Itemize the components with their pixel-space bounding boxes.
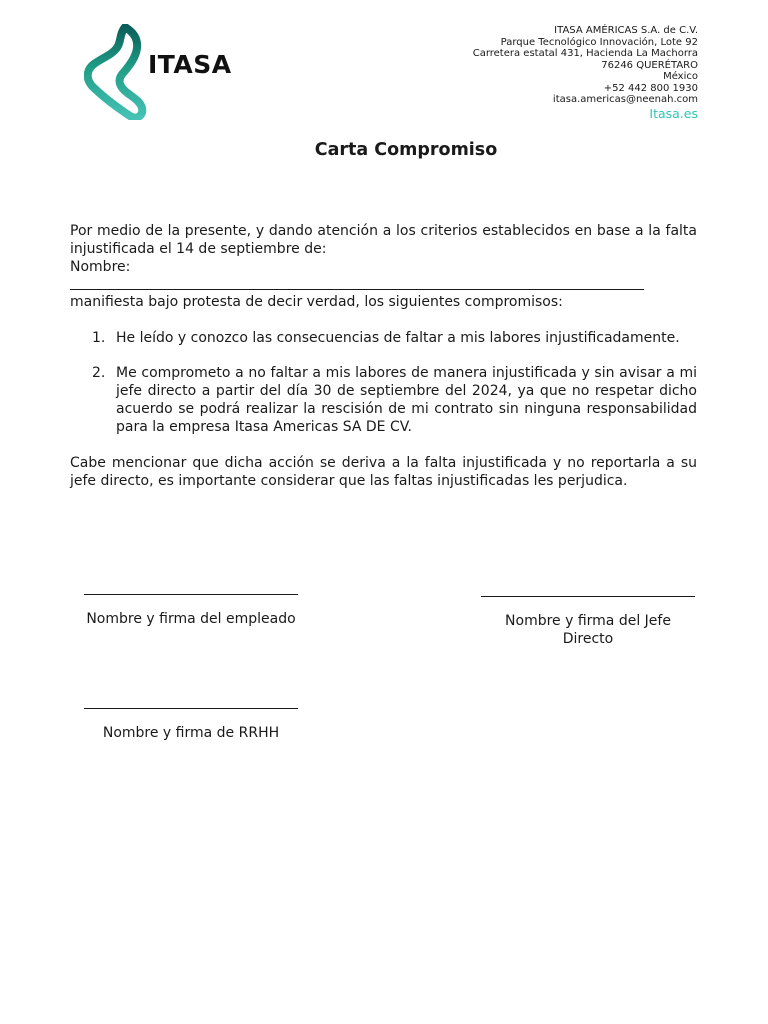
signature-line	[84, 594, 298, 595]
hr-signature-block	[84, 708, 298, 742]
signature-line	[84, 708, 298, 709]
name-blank-line	[70, 289, 644, 290]
list-item-number: 1.	[92, 330, 106, 346]
company-email: itasa.americas@neenah.com	[552, 94, 698, 105]
company-address-line-3: 76246 QUERÉTARO	[601, 59, 698, 71]
company-address-line-1: Parque Tecnológico Innovación, Lote 92	[500, 36, 698, 48]
list-item	[70, 364, 697, 436]
signature-line	[481, 596, 695, 597]
intro-paragraph	[70, 222, 697, 276]
logo-wordmark: ITASA	[148, 50, 232, 79]
document-title: Carta Compromiso	[314, 140, 498, 160]
employee-signature-block	[84, 594, 298, 628]
company-address-line-2: Carretera estatal 431, Hacienda La Machorra	[472, 48, 698, 59]
name-label: Nombre:	[70, 259, 131, 275]
supervisor-signature-label-line-1: Nombre y firma del Jefe	[505, 613, 671, 629]
list-item-number: 2.	[92, 365, 106, 381]
list-item-text: Me comprometo a no faltar a mis labores de manera injustificada y sin avisar a mi jefe directo a partir del día 30 de septiembre del 2024, ya que no respetar dicho acuerdo se podrá realizar la rescisión de mi contrato sin ninguna responsabilidad para la empresa Itasa Americas SA DE CV.	[116, 365, 697, 435]
supervisor-signature-block	[481, 596, 695, 648]
declaration-text: manifiesta bajo protesta de decir verdad, los siguientes compromisos:	[70, 294, 563, 310]
list-item-text: He leído y conozco las consecuencias de faltar a mis labores injustificadamente.	[116, 330, 680, 346]
hr-signature-label: Nombre y firma de RRHH	[102, 725, 280, 741]
company-phone: +52 442 800 1930	[603, 82, 698, 94]
intro-text: Por medio de la presente, y dando atención a los criterios establecidos en base a la falta injustificada el 14 de septiembre de:	[70, 223, 697, 257]
company-country: México	[663, 71, 698, 82]
employee-signature-label: Nombre y firma del empleado	[86, 611, 296, 627]
list-item	[70, 329, 697, 347]
commitments-list	[70, 329, 697, 453]
company-contact-block	[473, 25, 698, 121]
company-name: ITASA AMÉRICAS S.A. de C.V.	[554, 25, 698, 36]
closing-paragraph: Cabe mencionar que dicha acción se deriva a la falta injustificada y no reportarla a su jefe directo, es importante considerar que las faltas injustificadas les perjudica.	[70, 455, 697, 489]
supervisor-signature-label-line-2: Directo	[562, 631, 614, 647]
itasa-logo	[84, 24, 244, 120]
company-website-link[interactable]: Itasa.es	[649, 105, 698, 121]
supervisor-signature-label	[481, 612, 695, 648]
itasa-leaf-icon	[84, 24, 148, 120]
